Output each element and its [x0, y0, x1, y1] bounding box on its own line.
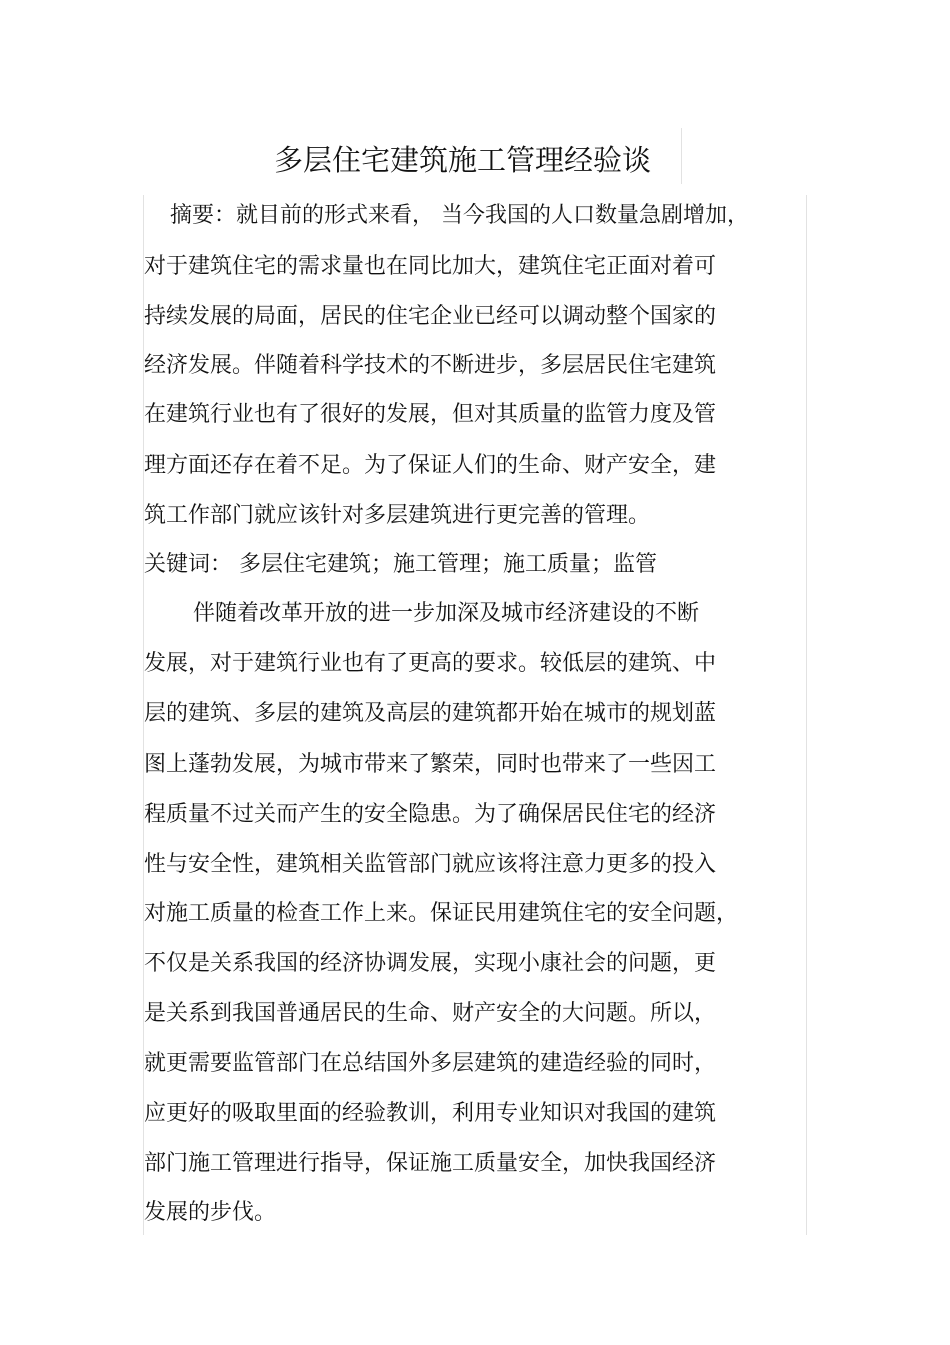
body-line: 不仅是关系我国的经济协调发展，实现小康社会的问题，更: [144, 951, 717, 976]
body-line: 程质量不过关而产生的安全隐患。为了确保居民住宅的经济: [144, 802, 717, 827]
right-margin-rule: [806, 195, 807, 1235]
abstract-line: 筑工作部门就应该针对多层建筑进行更完善的管理。: [144, 503, 651, 528]
body-line: 层的建筑、多层的建筑及高层的建筑都开始在城市的规划蓝: [144, 701, 717, 726]
abstract-line: 持续发展的局面，居民的住宅企业已经可以调动整个国家的: [144, 304, 717, 329]
body-line: 性与安全性，建筑相关监管部门就应该将注意力更多的投入: [144, 852, 717, 877]
keywords-line: 关键词： 多层住宅建筑；施工管理；施工质量；监管: [144, 552, 657, 577]
abstract-line: 摘要：就目前的形式来看， 当今我国的人口数量急剧增加，: [170, 203, 749, 228]
abstract-line: 理方面还存在着不足。为了保证人们的生命、财产安全，建: [144, 453, 717, 478]
body-line: 发展，对于建筑行业也有了更高的要求。较低层的建筑、中: [144, 651, 717, 676]
body-line: 是关系到我国普通居民的生命、财产安全的大问题。所以，: [144, 1001, 717, 1026]
body-line: 就更需要监管部门在总结国外多层建筑的建造经验的同时，: [144, 1051, 717, 1076]
body-line: 部门施工管理进行指导，保证施工质量安全，加快我国经济: [144, 1151, 717, 1176]
body-line: 对施工质量的检查工作上来。保证民用建筑住宅的安全问题，: [144, 901, 739, 926]
abstract-line: 对于建筑住宅的需求量也在同比加大，建筑住宅正面对着可: [144, 254, 717, 279]
document-title: 多层住宅建筑施工管理经验谈: [273, 143, 651, 177]
body-line: 发展的步伐。: [144, 1200, 277, 1225]
body-line: 应更好的吸取里面的经验教训，利用专业知识对我国的建筑: [144, 1101, 717, 1126]
abstract-line: 在建筑行业也有了很好的发展，但对其质量的监管力度及管: [144, 402, 717, 427]
body-line: 伴随着改革开放的进一步加深及城市经济建设的不断: [193, 601, 700, 626]
body-line: 图上蓬勃发展，为城市带来了繁荣，同时也带来了一些因工: [144, 752, 717, 777]
abstract-line: 经济发展。伴随着科学技术的不断进步，多层居民住宅建筑: [144, 353, 717, 378]
